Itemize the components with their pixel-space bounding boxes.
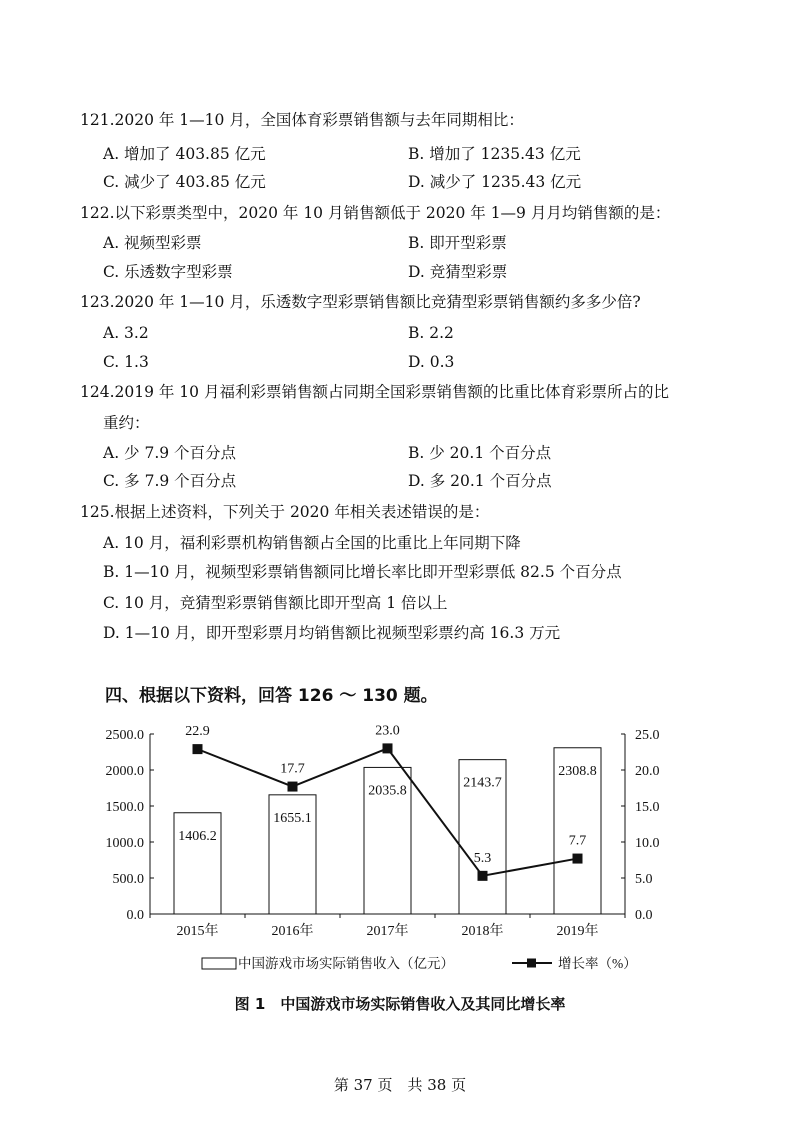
- right-tick-label: 20.0: [635, 764, 660, 779]
- question-125-option-c[interactable]: C. 10 月，竞猜型彩票销售额比即开型高 1 倍以上: [103, 594, 448, 612]
- question-124-option-a[interactable]: A. 少 7.9 个百分点: [103, 444, 237, 462]
- question-122-stem: 122.以下彩票类型中，2020 年 10 月销售额低于 2020 年 1—9 月月均销售额的是：: [80, 204, 671, 222]
- question-125-option-a[interactable]: A. 10 月，福利彩票机构销售额占全国的比重比上年同期下降: [103, 534, 521, 552]
- right-tick-label: 25.0: [635, 728, 660, 743]
- question-124-stem-continued: 重约：: [103, 414, 150, 432]
- question-124-option-b[interactable]: B. 少 20.1 个百分点: [408, 444, 552, 462]
- x-tick-label: 2017年: [366, 924, 409, 939]
- x-tick-label: 2016年: [271, 924, 314, 939]
- growth-value-label: 22.9: [185, 724, 210, 740]
- question-123-option-d[interactable]: D. 0.3: [408, 353, 455, 371]
- question-124-option-c[interactable]: C. 多 7.9 个百分点: [103, 472, 237, 490]
- growth-marker: [478, 871, 488, 881]
- growth-value-label: 23.0: [375, 723, 400, 739]
- page-footer: 第 37 页 共 38 页: [333, 1076, 467, 1094]
- left-tick-label: 0.0: [126, 908, 144, 923]
- legend-bar-label: 中国游戏市场实际销售收入（亿元）: [238, 956, 454, 971]
- x-tick-label: 2019年: [556, 924, 599, 939]
- legend-bar-swatch: [202, 958, 236, 969]
- question-122-option-b[interactable]: B. 即开型彩票: [408, 234, 507, 252]
- right-tick-label: 10.0: [635, 836, 660, 851]
- question-122-option-c[interactable]: C. 乐透数字型彩票: [103, 263, 233, 281]
- question-121-option-d[interactable]: D. 减少了 1235.43 亿元: [408, 173, 582, 191]
- question-124-stem: 124.2019 年 10 月福利彩票销售额占同期全国彩票销售额的比重比体育彩票所占的比: [80, 383, 669, 401]
- question-123-stem: 123.2020 年 1—10 月，乐透数字型彩票销售额比竞猜型彩票销售额约多多少倍?: [80, 293, 641, 311]
- right-tick-label: 0.0: [635, 908, 653, 923]
- right-tick-label: 5.0: [635, 872, 653, 887]
- right-tick-label: 15.0: [635, 800, 660, 815]
- question-121-option-b[interactable]: B. 增加了 1235.43 亿元: [408, 145, 581, 163]
- question-123-option-b[interactable]: B. 2.2: [408, 324, 454, 342]
- left-tick-label: 1000.0: [105, 836, 144, 851]
- section-heading: 四、根据以下资料，回答 126 ～ 130 题。: [105, 686, 438, 706]
- sales-growth-chart: [90, 715, 710, 985]
- bar-value-label: 2143.7: [463, 775, 502, 791]
- question-125-option-b[interactable]: B. 1—10 月，视频型彩票销售额同比增长率比即开型彩票低 82.5 个百分点: [103, 563, 622, 581]
- left-tick-label: 2000.0: [105, 764, 144, 779]
- growth-marker: [193, 744, 203, 754]
- question-125-stem: 125.根据上述资料，下列关于 2020 年相关表述错误的是：: [80, 503, 490, 521]
- question-122-option-a[interactable]: A. 视频型彩票: [103, 234, 202, 252]
- question-123-option-a[interactable]: A. 3.2: [103, 324, 149, 342]
- x-tick-label: 2015年: [176, 924, 219, 939]
- left-tick-label: 2500.0: [105, 728, 144, 743]
- legend-line-marker: [527, 959, 536, 968]
- growth-value-label: 7.7: [568, 833, 587, 849]
- growth-value-label: 5.3: [473, 850, 492, 866]
- bar-value-label: 2308.8: [558, 763, 597, 779]
- bar-value-label: 1406.2: [178, 828, 217, 844]
- question-122-option-d[interactable]: D. 竞猜型彩票: [408, 263, 508, 281]
- bar-value-label: 1655.1: [273, 810, 312, 826]
- question-125-option-d[interactable]: D. 1—10 月，即开型彩票月均销售额比视频型彩票约高 16.3 万元: [103, 624, 561, 642]
- chart-caption: 图 1 中国游戏市场实际销售收入及其同比增长率: [234, 995, 566, 1013]
- x-tick-label: 2018年: [461, 924, 504, 939]
- question-123-option-c[interactable]: C. 1.3: [103, 353, 149, 371]
- growth-marker: [383, 743, 393, 753]
- growth-value-label: 17.7: [280, 761, 305, 777]
- question-121-option-c[interactable]: C. 减少了 403.85 亿元: [103, 173, 266, 191]
- growth-marker: [288, 782, 298, 792]
- legend-line-label: 增长率（%）: [558, 956, 637, 971]
- bar-value-label: 2035.8: [368, 783, 407, 799]
- question-121-option-a[interactable]: A. 增加了 403.85 亿元: [103, 145, 266, 163]
- left-tick-label: 500.0: [112, 872, 144, 887]
- left-tick-label: 1500.0: [105, 800, 144, 815]
- growth-marker: [573, 854, 583, 864]
- question-124-option-d[interactable]: D. 多 20.1 个百分点: [408, 472, 552, 490]
- question-121-stem: 121.2020 年 1—10 月，全国体育彩票销售额与去年同期相比：: [80, 111, 524, 129]
